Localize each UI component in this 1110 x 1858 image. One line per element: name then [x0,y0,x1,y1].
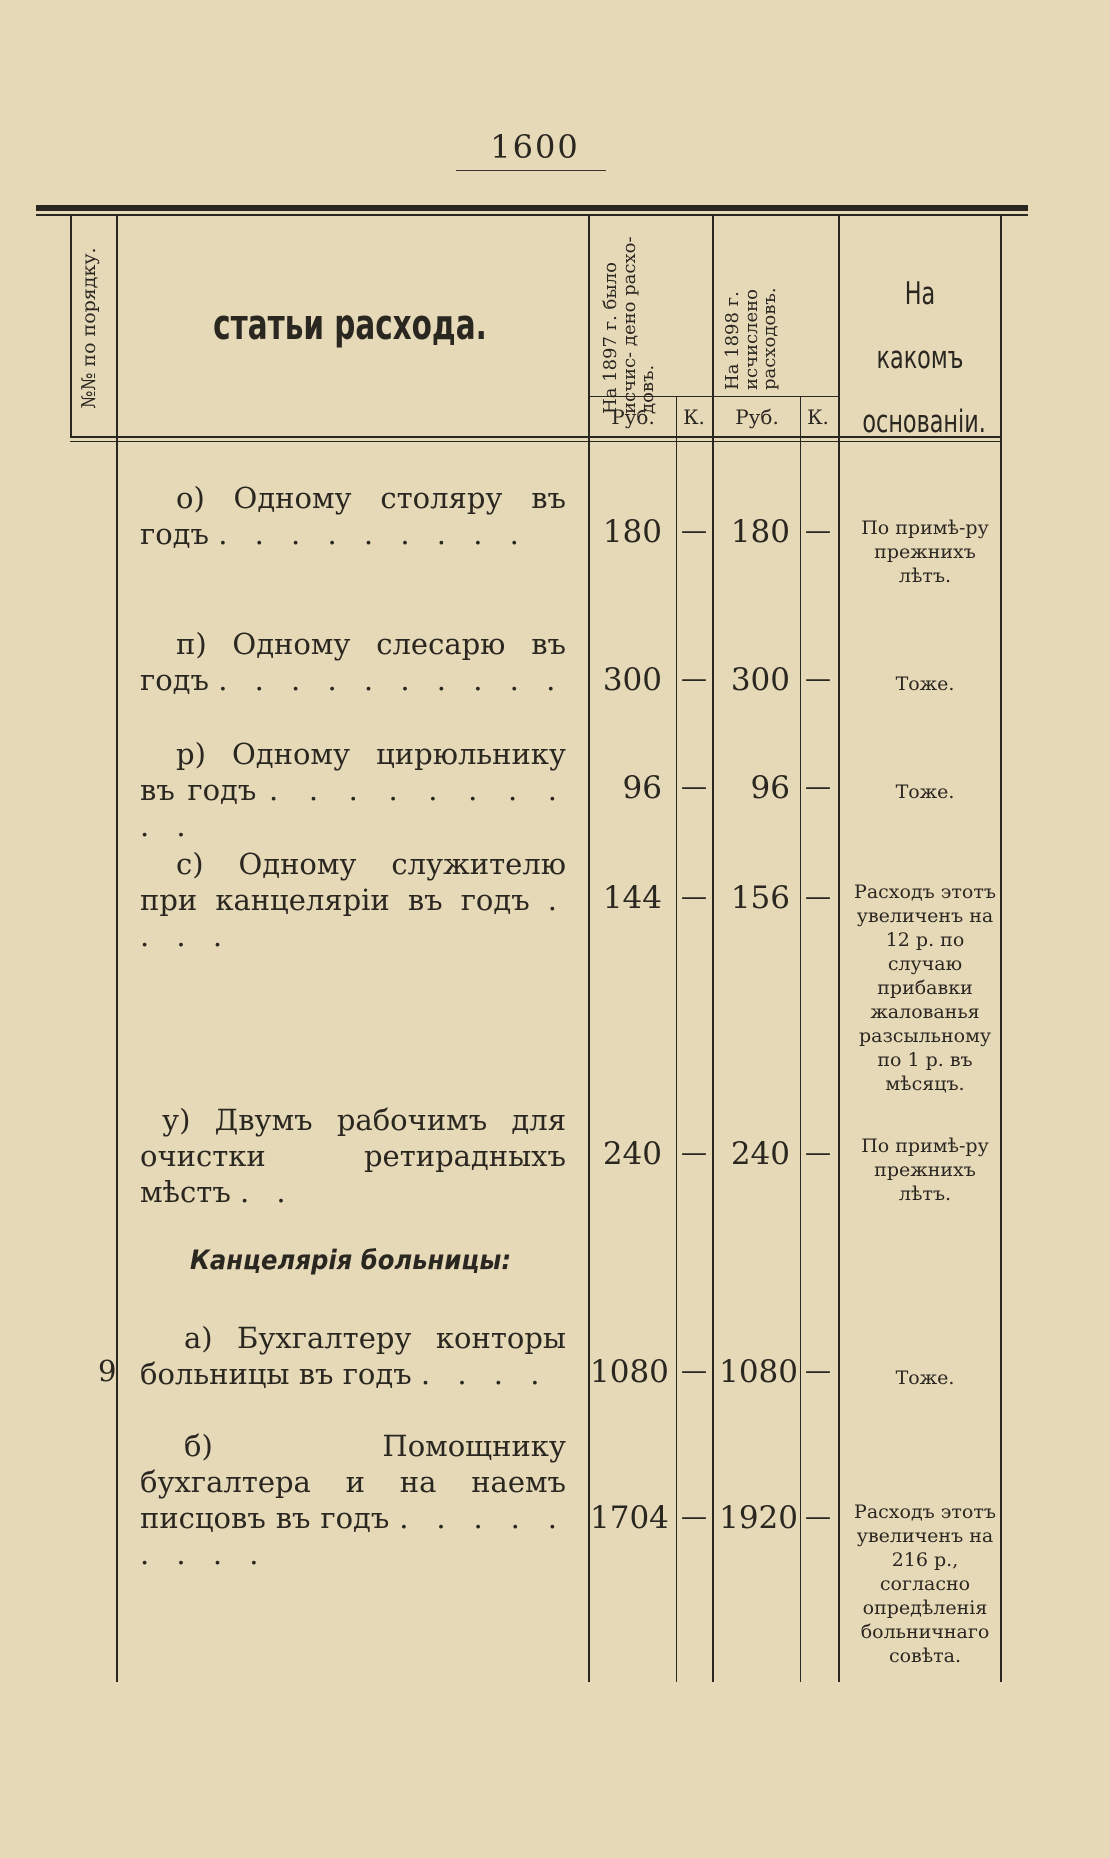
item-text: с) Одному служителю при канцеляріи въ годъ [140,847,566,917]
amount-1898: 1920 [719,1500,798,1536]
col-line [676,396,677,1682]
amount-1898: 300 [730,662,790,698]
basis-note: Тоже. [895,1367,955,1389]
kop-1898: — [805,664,831,694]
item-leader: . . . . . . . . . . [140,773,567,843]
item-text: б) Помощнику бухгалтера и на наемъ писцовъ въ годъ [140,1429,566,1535]
header-col-1898: На 1898 г. исчислено расходовъ. [721,287,781,390]
header-bottom-rule [70,436,1000,438]
basis-note: По примѣ-ру прежнихъ лѣтъ. [861,1135,989,1205]
basis-note: Расходъ этотъ увеличенъ на 12 р. по случаю прибавки жалованья разсыльному по 1 р. въ мѣсяцъ. [854,881,996,1095]
amount-1898: 240 [730,1136,790,1172]
kop-1898: — [805,1356,831,1386]
header-rub-1898: Руб. [735,405,779,429]
item-leader: . . . . . . . . . [218,517,528,551]
item-row [140,846,566,954]
amount-1898: 180 [730,514,790,550]
basis-note: Тоже. [895,781,955,803]
amount-1898: 96 [750,770,790,806]
kop-1897: — [681,1138,707,1168]
item-row [140,1428,566,1572]
item-leader: . . . . [140,883,566,953]
kop-1898: — [805,1502,831,1532]
amount-1897: 180 [602,514,662,550]
item-text: о) Одному столяру въ годъ [140,481,566,551]
item-leader: . . . . . . . . . . [218,663,565,697]
amount-1898: 156 [730,880,790,916]
amount-1897: 1704 [590,1500,669,1536]
section-title: Канцелярія больницы: [190,1245,512,1276]
amount-1897: 144 [602,880,662,916]
basis-note: Расходъ этотъ увеличенъ на 216 р., согласно опредѣленія больничнаго совѣта. [854,1501,996,1667]
amount-1897: 1080 [590,1354,669,1390]
kop-1897: — [681,516,707,546]
header-basis-line1: На какомъ [876,276,964,376]
amount-1897: 300 [602,662,662,698]
header-col-1897: На 1897 г. было исчис- дено расхо- довъ. [599,236,659,414]
item-text: а) Бухгалтеру конторы больницы въ годъ [140,1321,566,1391]
item-text: п) Одному слесарю въ годъ [140,627,566,697]
header-kop-1897: К. [683,405,705,429]
item-row [140,1102,566,1210]
header-rub-1897: Руб. [611,405,655,429]
item-row [140,480,566,552]
kop-1898: — [805,882,831,912]
header-col-items: статьи расхода. [213,300,487,349]
basis-note: По примѣ-ру прежнихъ лѣтъ. [861,517,989,587]
header-col-basis [862,262,986,454]
kop-1897: — [681,1356,707,1386]
header-bottom-rule-2 [70,441,1000,442]
item-leader: . . . . . . . . . [140,1501,566,1571]
kop-1897: — [681,882,707,912]
basis-note: Тоже. [895,673,955,695]
item-row [140,1320,566,1392]
kop-1898: — [805,1138,831,1168]
page-number-rule [456,170,606,171]
kop-1898: — [805,772,831,802]
item-row [140,736,566,844]
kop-1897: — [681,664,707,694]
amount-1898: 1080 [719,1354,798,1390]
col-line [800,396,801,1682]
kop-1897: — [681,1502,707,1532]
header-col-number: №№ по порядку. [78,247,101,409]
item-text: у) Двумъ рабочимъ для очистки ретирадныхъ мѣстъ [140,1103,566,1209]
amount-1897: 96 [622,770,662,806]
header-basis-line2: основаніи. [862,404,986,440]
header-kop-1898: К. [807,405,829,429]
item-leader: . . [240,1175,295,1209]
page-number: 1600 [490,128,580,166]
row-number: 9 [98,1354,117,1388]
top-rule-thin [36,214,1028,216]
top-rule [36,205,1028,211]
amount-1897: 240 [602,1136,662,1172]
item-leader: . . . . [420,1357,549,1391]
item-text: р) Одному цирюльнику въ годъ [140,737,566,807]
item-row [140,626,566,698]
kop-1897: — [681,772,707,802]
kop-1898: — [805,516,831,546]
